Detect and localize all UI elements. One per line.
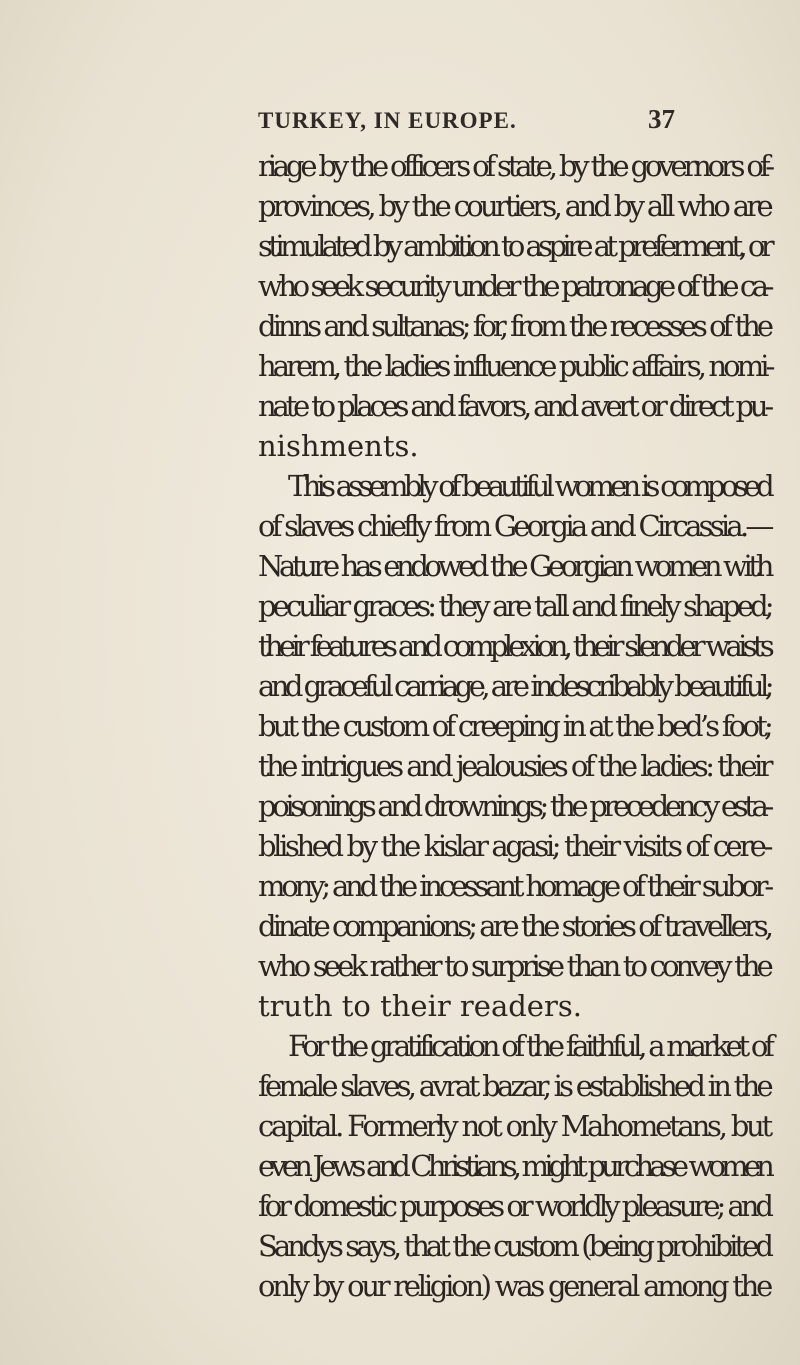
text-line: truth to their readers. xyxy=(258,989,582,1023)
text-line: for domestic purposes or worldly pleasure; and xyxy=(258,1189,770,1223)
text-line: nishments. xyxy=(258,429,419,463)
text-line: riage by the officers of state, by the governors of- xyxy=(258,149,771,183)
text-line: provinces, by the courtiers, and by all who are xyxy=(258,189,770,223)
text-line: who seek rather to surprise than to convey the xyxy=(258,949,770,983)
text-line: capital. Formerly not only Mahometans, but xyxy=(258,1109,770,1143)
text-line: of slaves chiefly from Georgia and Circassia.— xyxy=(258,509,771,543)
text-line: blished by the kislar agasi; their visits of cere- xyxy=(258,829,770,863)
text-line: but the custom of creeping in at the bed’s foot; xyxy=(258,709,770,743)
text-line: the intrigues and jealousies of the ladies: their xyxy=(258,749,770,783)
running-head: TURKEY, IN EUROPE. xyxy=(258,108,517,133)
text-line: poisonings and drownings; the precedency esta- xyxy=(258,789,770,823)
text-line: even Jews and Christians, might purchase women xyxy=(258,1149,770,1183)
text-line: harem, the ladies influence public affairs, nomi- xyxy=(258,349,772,383)
text-line: dinate companions; are the stories of travellers, xyxy=(258,909,770,943)
text-line: stimulated by ambition to aspire at preferment, or xyxy=(258,229,770,263)
text-line: their features and complexion, their slender waists xyxy=(258,629,770,663)
text-line: For the gratification of the faithful, a market of xyxy=(288,1029,771,1063)
text-line: mony; and the incessant homage of their subor- xyxy=(258,869,770,903)
text-line: dinns and sultanas; for, from the recesses of the xyxy=(258,309,770,343)
text-line: This assembly of beautiful women is composed xyxy=(288,469,770,503)
text-line: who seek security under the patronage of the ca- xyxy=(258,269,770,303)
text-line: Nature has endowed the Georgian women with xyxy=(258,549,770,583)
text-line: nate to places and favors, and avert or direct pu- xyxy=(258,389,770,423)
text-line: peculiar graces: they are tall and finely shaped; xyxy=(258,589,771,623)
text-line: female slaves, avrat bazar, is established in the xyxy=(258,1069,770,1103)
text-line: and graceful carriage, are indescribably beautiful; xyxy=(258,669,770,703)
text-line: Sandys says, that the custom (being prohibited xyxy=(258,1229,770,1263)
page-number: 37 xyxy=(648,104,675,134)
text-line: only by our religion) was general among the xyxy=(258,1269,770,1303)
